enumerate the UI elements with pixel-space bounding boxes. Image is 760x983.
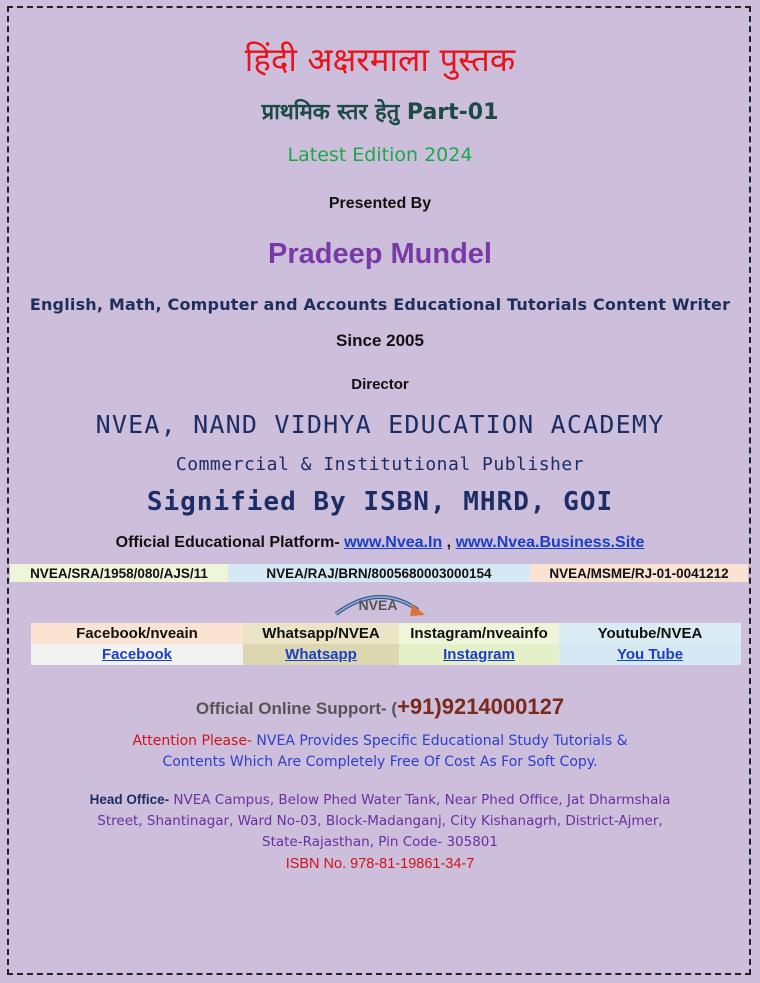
attention-text-2: Contents Which Are Completely Free Of Cost As For Soft Copy. [162, 754, 598, 770]
whatsapp-link[interactable]: Whatsapp [285, 646, 357, 663]
instagram-cell [399, 644, 559, 665]
instagram-link[interactable]: Instagram [443, 646, 515, 663]
facebook-link[interactable]: Facebook [101, 646, 173, 663]
platform-line [0, 534, 760, 552]
registration-bar [10, 564, 748, 582]
whatsapp-cell [243, 644, 399, 665]
platform-separator: , [442, 534, 456, 551]
presented-by-label: Presented By [328, 195, 432, 212]
book-title: हिंदी अक्षरमाला पुस्तक [244, 40, 516, 79]
youtube-link[interactable]: You Tube [616, 646, 684, 663]
office-text-2: Street, Shantinagar, Ward No-03, Block-Madanganj, City Kishanagrh, District-Ajmer, [97, 813, 663, 829]
registration-sra: NVEA/SRA/1958/080/AJS/11 [10, 564, 228, 582]
instagram-handle: Instagram/nveainfo [399, 623, 559, 644]
office-text-1: NVEA Campus, Below Phed Water Tank, Near Phed Office, Jat Dharmshala [169, 792, 671, 808]
support-phone: +91)9214000127 [397, 694, 565, 719]
isbn-number: ISBN No. 978-81-19861-34-7 [285, 856, 475, 872]
author-role: English, Math, Computer and Accounts Educational Tutorials Content Writer [29, 295, 731, 314]
support-label: Official Online Support- ( [195, 699, 398, 718]
platform-label: Official Educational Platform- [115, 534, 340, 551]
registration-brn: NVEA/RAJ/BRN/8005680003000154 [228, 564, 530, 582]
nvea-badge-label: NVEA [358, 597, 398, 613]
whatsapp-handle: Whatsapp/NVEA [243, 623, 399, 644]
attention-label: Attention Please- [132, 733, 252, 749]
youtube-handle: Youtube/NVEA [559, 623, 741, 644]
author-name: Pradeep Mundel [268, 238, 492, 270]
signified-label: Signified By ISBN, MHRD, GOI [146, 487, 614, 517]
edition-label: Latest Edition 2024 [287, 144, 473, 166]
publisher-label: Commercial & Institutional Publisher [175, 454, 585, 475]
facebook-handle: Facebook/nveain [31, 623, 243, 644]
office-line-1 [0, 792, 760, 808]
office-text-3: State-Rajasthan, Pin Code- 305801 [262, 834, 498, 850]
director-label: Director [351, 376, 409, 393]
facebook-cell [31, 644, 243, 665]
registration-msme: NVEA/MSME/RJ-01-0041212 [530, 564, 748, 582]
office-label: Head Office- [89, 792, 170, 807]
youtube-cell [559, 644, 741, 665]
nvea-business-link[interactable]: www.Nvea.Business.Site [455, 534, 645, 551]
support-line [0, 694, 760, 720]
book-subtitle: प्राथमिक स्तर हेतु Part-01 [261, 100, 499, 125]
attention-text-1: NVEA Provides Specific Educational Study Tutorials & [251, 733, 628, 749]
social-table [31, 623, 741, 665]
since-label: Since 2005 [336, 331, 424, 350]
nvea-in-link[interactable]: www.Nvea.In [344, 534, 443, 551]
organization-name: NVEA, NAND VIDHYA EDUCATION ACADEMY [95, 410, 665, 439]
attention-line-1 [0, 733, 760, 749]
